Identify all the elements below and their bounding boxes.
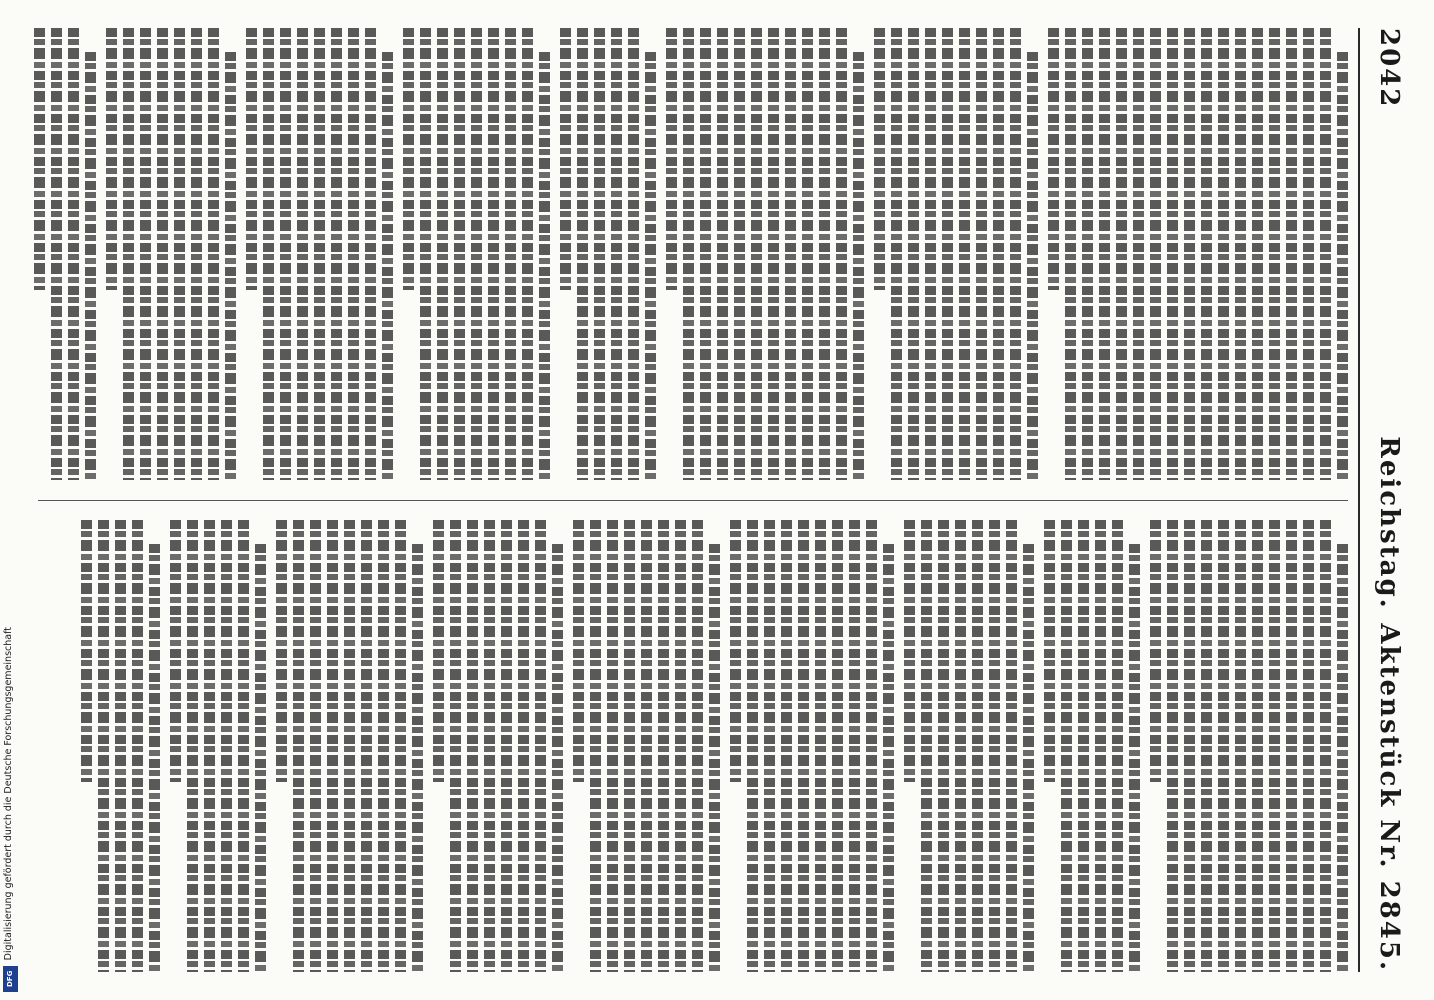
text-line bbox=[577, 28, 588, 480]
text-line bbox=[1099, 28, 1110, 480]
text-line bbox=[221, 520, 232, 972]
text-line bbox=[331, 28, 342, 480]
text-line bbox=[1112, 520, 1123, 972]
text-line bbox=[1320, 520, 1331, 972]
text-line bbox=[692, 520, 703, 972]
text-line bbox=[611, 28, 622, 480]
text-line bbox=[403, 28, 414, 290]
text-line bbox=[170, 520, 181, 782]
text-line bbox=[717, 28, 728, 480]
text-line bbox=[925, 28, 936, 480]
text-line bbox=[348, 28, 359, 480]
text-line bbox=[1095, 520, 1106, 972]
text-line bbox=[255, 544, 266, 972]
text-line bbox=[522, 28, 533, 480]
text-line bbox=[1167, 28, 1178, 480]
text-line bbox=[115, 520, 126, 972]
text-line bbox=[768, 28, 779, 480]
paragraph-gap bbox=[423, 520, 427, 972]
text-line bbox=[751, 28, 762, 480]
text-line bbox=[327, 520, 338, 972]
text-line bbox=[959, 28, 970, 480]
text-line bbox=[645, 52, 656, 480]
text-line bbox=[225, 52, 236, 480]
text-line bbox=[467, 520, 478, 972]
text-line bbox=[81, 520, 92, 782]
text-line bbox=[624, 520, 635, 972]
text-line bbox=[140, 28, 151, 480]
text-line bbox=[781, 520, 792, 972]
text-line bbox=[666, 28, 677, 290]
text-line bbox=[395, 520, 406, 972]
text-line bbox=[683, 28, 694, 480]
text-line bbox=[1048, 28, 1059, 290]
text-line bbox=[1078, 520, 1089, 972]
paragraph-gap bbox=[71, 520, 75, 972]
text-line bbox=[433, 520, 444, 782]
text-line bbox=[730, 520, 741, 782]
text-column-left bbox=[38, 28, 1348, 480]
text-line bbox=[505, 28, 516, 480]
text-line bbox=[238, 520, 249, 972]
text-line bbox=[420, 28, 431, 480]
text-line bbox=[866, 520, 877, 972]
text-line bbox=[365, 28, 376, 480]
text-line bbox=[972, 520, 983, 972]
paragraph-gap bbox=[1140, 520, 1144, 972]
text-line bbox=[1235, 520, 1246, 972]
text-line bbox=[1150, 520, 1161, 782]
text-line bbox=[1303, 28, 1314, 480]
text-line bbox=[1065, 28, 1076, 480]
text-line bbox=[853, 52, 864, 480]
text-line bbox=[1027, 52, 1038, 480]
header-rule bbox=[1358, 28, 1360, 972]
text-line bbox=[1269, 520, 1280, 972]
text-line bbox=[454, 28, 465, 480]
paragraph-gap bbox=[1038, 28, 1042, 480]
text-line bbox=[378, 520, 389, 972]
text-line bbox=[51, 28, 62, 480]
text-line bbox=[1129, 544, 1140, 972]
text-line bbox=[437, 28, 448, 480]
text-line bbox=[1235, 28, 1246, 480]
text-line bbox=[700, 28, 711, 480]
paragraph-gap bbox=[1034, 520, 1038, 972]
paragraph-gap bbox=[393, 28, 397, 480]
text-line bbox=[1201, 520, 1212, 972]
text-line bbox=[314, 28, 325, 480]
text-line bbox=[187, 520, 198, 972]
text-line bbox=[1337, 544, 1348, 972]
paragraph-gap bbox=[720, 520, 724, 972]
paragraph-gap bbox=[96, 28, 100, 480]
text-line bbox=[1303, 520, 1314, 972]
text-line bbox=[263, 28, 274, 480]
text-line bbox=[1133, 28, 1144, 480]
text-line bbox=[34, 28, 45, 290]
text-line bbox=[106, 28, 117, 290]
text-line bbox=[157, 28, 168, 480]
text-line bbox=[174, 28, 185, 480]
text-line bbox=[552, 544, 563, 972]
text-line bbox=[539, 52, 550, 480]
paragraph-gap bbox=[236, 28, 240, 480]
text-line bbox=[883, 544, 894, 972]
text-line bbox=[908, 28, 919, 480]
text-line bbox=[123, 28, 134, 480]
text-line bbox=[1252, 520, 1263, 972]
text-line bbox=[1201, 28, 1212, 480]
text-line bbox=[208, 28, 219, 480]
text-line bbox=[607, 520, 618, 972]
text-line bbox=[382, 52, 393, 480]
paragraph-gap bbox=[656, 28, 660, 480]
text-line bbox=[518, 520, 529, 972]
text-line bbox=[149, 544, 160, 972]
text-line bbox=[709, 544, 720, 972]
paragraph-gap bbox=[550, 28, 554, 480]
text-line bbox=[450, 520, 461, 972]
text-line bbox=[1286, 28, 1297, 480]
text-line bbox=[1337, 52, 1348, 480]
text-line bbox=[904, 520, 915, 782]
text-line bbox=[764, 520, 775, 972]
text-line bbox=[993, 28, 1004, 480]
text-line bbox=[836, 28, 847, 480]
text-line bbox=[1082, 28, 1093, 480]
column-divider bbox=[38, 500, 1348, 501]
page-title: Reichstag. bbox=[1374, 436, 1404, 610]
credit-text: Digitalisierung gefördert durch die Deutsche Forschungsgemeinschaft bbox=[3, 626, 14, 960]
text-line bbox=[628, 28, 639, 480]
text-line bbox=[798, 520, 809, 972]
text-line bbox=[471, 28, 482, 480]
text-line bbox=[573, 520, 584, 782]
text-line bbox=[1218, 28, 1229, 480]
text-line bbox=[1320, 28, 1331, 480]
text-line bbox=[921, 520, 932, 972]
paragraph-gap bbox=[894, 520, 898, 972]
text-line bbox=[535, 520, 546, 972]
text-line bbox=[1184, 28, 1195, 480]
text-line bbox=[1023, 544, 1034, 972]
text-line bbox=[1006, 520, 1017, 972]
text-line bbox=[1252, 28, 1263, 480]
text-line bbox=[802, 28, 813, 480]
text-line bbox=[594, 28, 605, 480]
text-line bbox=[132, 520, 143, 972]
text-line bbox=[412, 544, 423, 972]
text-line bbox=[989, 520, 1000, 972]
text-line bbox=[68, 28, 79, 480]
text-line bbox=[98, 520, 109, 972]
text-line bbox=[1150, 28, 1161, 480]
text-line bbox=[85, 52, 96, 480]
page-header bbox=[1366, 28, 1410, 972]
text-line bbox=[1184, 520, 1195, 972]
text-line bbox=[191, 28, 202, 480]
text-line bbox=[484, 520, 495, 972]
text-line bbox=[1218, 520, 1229, 972]
text-line bbox=[1010, 28, 1021, 480]
text-line bbox=[942, 28, 953, 480]
text-line bbox=[734, 28, 745, 480]
text-line bbox=[344, 520, 355, 972]
text-line bbox=[832, 520, 843, 972]
text-line bbox=[1044, 520, 1055, 782]
text-line bbox=[246, 28, 257, 290]
text-line bbox=[658, 520, 669, 972]
text-line bbox=[310, 520, 321, 972]
text-line bbox=[293, 520, 304, 972]
text-line bbox=[1167, 520, 1178, 972]
paragraph-gap bbox=[24, 28, 28, 480]
text-line bbox=[1269, 28, 1280, 480]
text-line bbox=[560, 28, 571, 290]
text-line bbox=[747, 520, 758, 972]
paragraph-gap bbox=[266, 520, 270, 972]
text-line bbox=[938, 520, 949, 972]
text-line bbox=[849, 520, 860, 972]
text-line bbox=[590, 520, 601, 972]
text-line bbox=[1116, 28, 1127, 480]
text-line bbox=[1061, 520, 1072, 972]
text-line bbox=[280, 28, 291, 480]
text-line bbox=[976, 28, 987, 480]
text-column-right bbox=[38, 520, 1348, 972]
text-line bbox=[641, 520, 652, 972]
dfg-logo: DFG bbox=[3, 966, 18, 992]
text-line bbox=[501, 520, 512, 972]
text-line bbox=[955, 520, 966, 972]
paragraph-gap bbox=[864, 28, 868, 480]
text-line bbox=[488, 28, 499, 480]
text-line bbox=[276, 520, 287, 782]
text-line bbox=[785, 28, 796, 480]
page-number: 2042 bbox=[1374, 28, 1404, 109]
text-line bbox=[891, 28, 902, 480]
paragraph-gap bbox=[160, 520, 164, 972]
text-line bbox=[819, 28, 830, 480]
text-line bbox=[815, 520, 826, 972]
text-line bbox=[874, 28, 885, 290]
text-line bbox=[297, 28, 308, 480]
text-line bbox=[1286, 520, 1297, 972]
issue-number: Aktenstück Nr. 2845. bbox=[1374, 623, 1404, 972]
text-line bbox=[204, 520, 215, 972]
text-line bbox=[675, 520, 686, 972]
paragraph-gap bbox=[563, 520, 567, 972]
text-line bbox=[361, 520, 372, 972]
